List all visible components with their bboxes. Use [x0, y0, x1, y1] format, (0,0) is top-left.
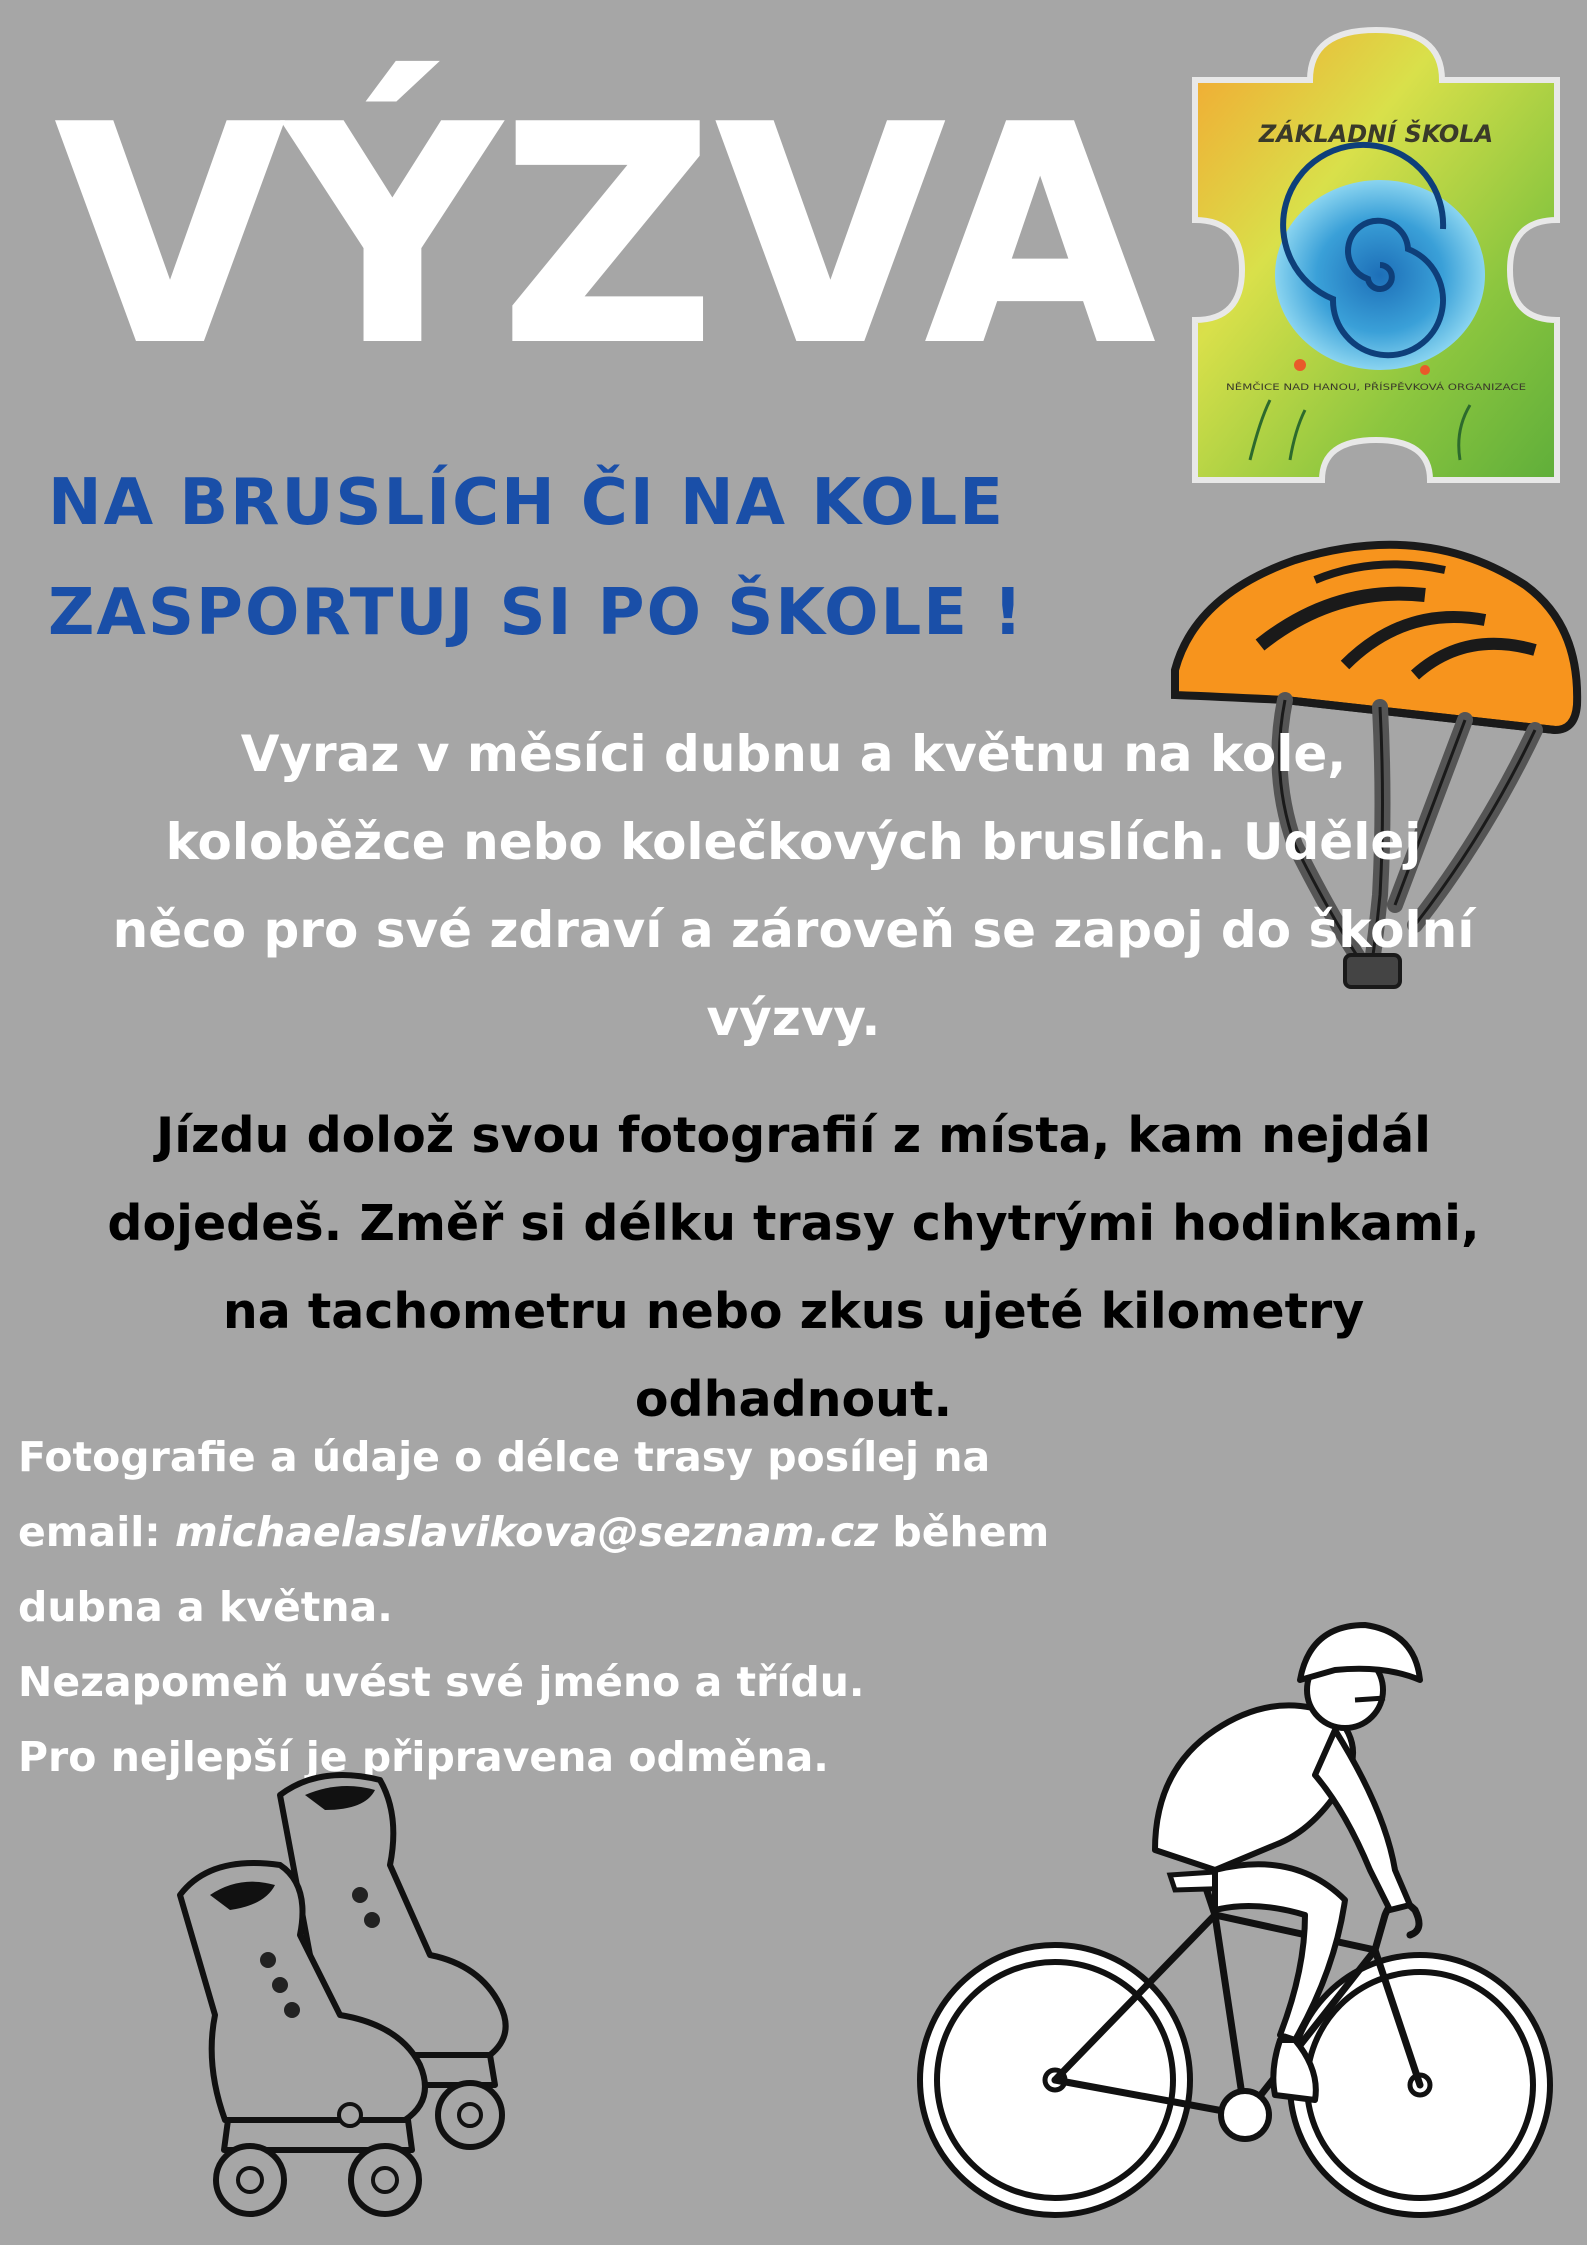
- intro-line: něco pro své zdraví a zároveň se zapoj do školní: [112, 901, 1475, 959]
- contact-line: Nezapomeň uvést své jméno a třídu.: [18, 1658, 865, 1706]
- instructions-line: dojedeš. Změř si délku trasy chytrými hodinkami,: [107, 1195, 1480, 1252]
- instructions-paragraph: [0, 1092, 1587, 1444]
- subtitle: [48, 448, 1248, 668]
- instructions-line: odhadnout.: [634, 1371, 953, 1428]
- contact-email-line: [18, 1495, 1218, 1570]
- page-title-text: VÝZVA: [55, 62, 1166, 370]
- intro-paragraph: [0, 710, 1587, 1062]
- instructions-line: na tachometru nebo zkus ujeté kilometry: [222, 1283, 1365, 1340]
- instructions-line: Jízdu dolož svou fotografií z místa, kam nejdál: [156, 1107, 1431, 1164]
- email-link[interactable]: michaelaslavikova@seznam.cz: [174, 1508, 879, 1556]
- intro-line: Vyraz v měsíci dubnu a květnu na kole,: [240, 725, 1347, 783]
- roller-skates-icon: [150, 1755, 680, 2235]
- page-title: [55, 40, 1175, 370]
- cyclist-icon: [915, 1570, 1555, 2225]
- intro-line: výzvy.: [706, 989, 881, 1047]
- school-logo-icon: [1190, 20, 1562, 485]
- logo-top-text: ZÁKLADNÍ ŠKOLA: [1258, 120, 1494, 148]
- contact-line: dubna a května.: [18, 1583, 393, 1631]
- contact-line: Pro nejlepší je připravena odměna.: [18, 1733, 829, 1781]
- subtitle-line: ZASPORTUJ SI PO ŠKOLE !: [48, 576, 1025, 650]
- email-suffix: během: [878, 1508, 1050, 1556]
- contact-line: Fotografie a údaje o délce trasy posílej na: [18, 1433, 991, 1481]
- logo-bottom-text: NĚMČICE NAD HANOU, PŘÍSPĚVKOVÁ ORGANIZACE: [1226, 383, 1456, 393]
- email-prefix: email:: [18, 1508, 175, 1556]
- subtitle-line: NA BRUSLÍCH ČI NA KOLE: [48, 466, 1005, 540]
- intro-line: koloběžce nebo kolečkových bruslích. Udělej: [165, 813, 1422, 871]
